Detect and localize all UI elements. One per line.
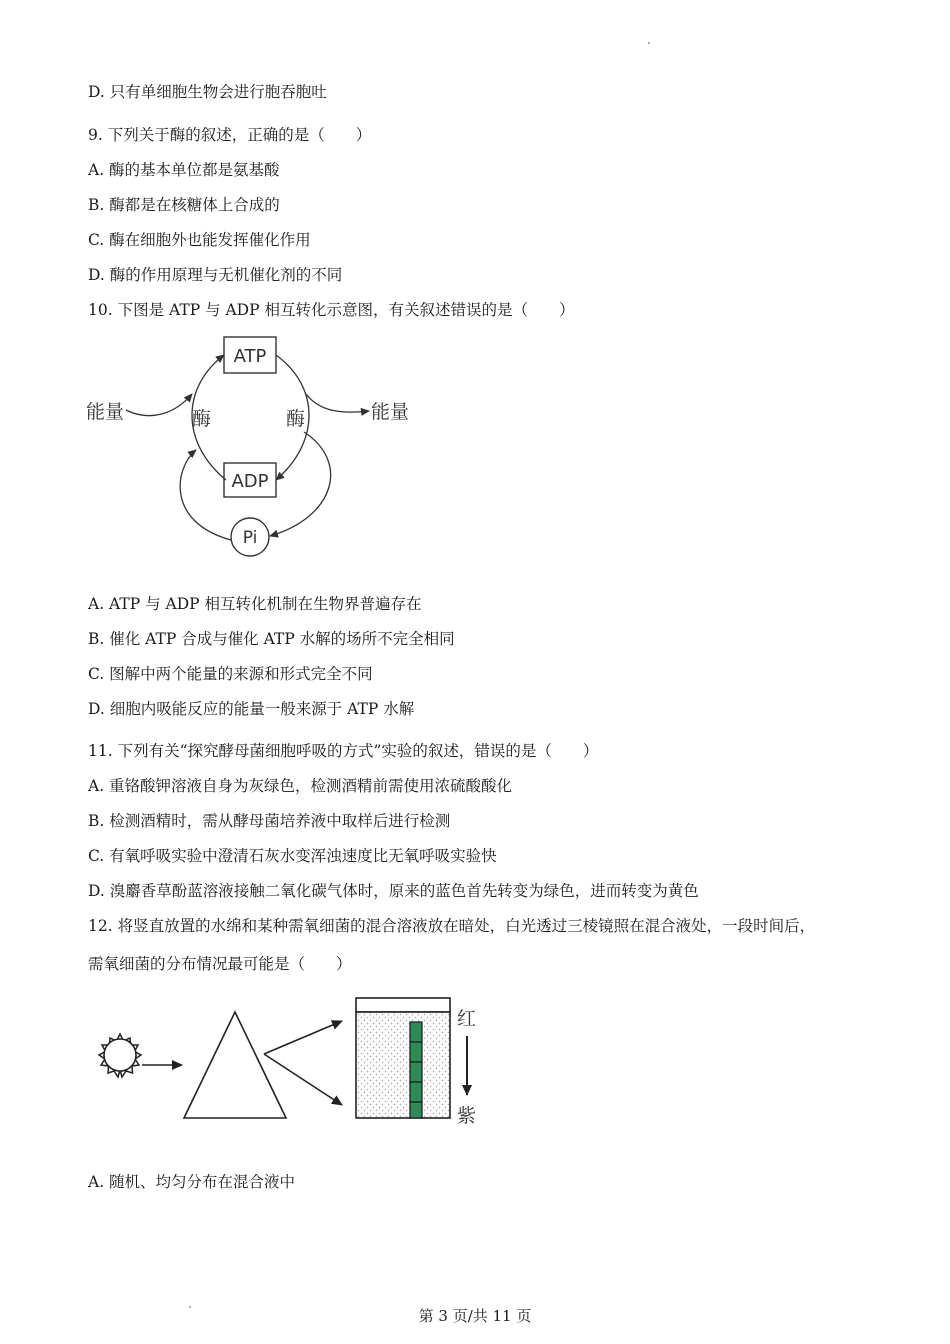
q10-option-b: B. 催化 ATP 合成与催化 ATP 水解的场所不完全相同 [88,630,455,648]
page-footer: 第 3 页/共 11 页 [418,1307,532,1325]
q8-option-d: D. 只有单细胞生物会进行胞吞胞吐 [88,83,327,101]
enzyme-right-label: 酶 [286,408,306,430]
prism-diagram [84,992,494,1132]
scan-dot [648,42,650,44]
q9-stem: 9. 下列关于酶的叙述，正确的是（ ） [88,126,372,144]
q9-option-b: B. 酶都是在核糖体上合成的 [88,196,280,214]
q11-option-c: C. 有氧呼吸实验中澄清石灰水变浑浊速度比无氧呼吸实验快 [88,847,497,865]
q12-stem-line2: 需氧细菌的分布情况最可能是（ ） [88,955,352,973]
q12-option-a: A. 随机、均匀分布在混合液中 [88,1173,296,1191]
atp-label: ATP [233,346,267,367]
q12-stem-line1: 12. 将竖直放置的水绵和某种需氧细菌的混合溶液放在暗处，白光透过三棱镜照在混合液处，一段时间后， [88,917,816,935]
red-label: 红 [457,1008,477,1030]
q9-option-d: D. 酶的作用原理与无机催化剂的不同 [88,266,343,284]
q9-option-a: A. 酶的基本单位都是氨基酸 [88,161,280,179]
container-top [356,998,450,1012]
q9-option-c: C. 酶在细胞外也能发挥催化作用 [88,231,311,249]
q10-option-d: D. 细胞内吸能反应的能量一般来源于 ATP 水解 [88,700,415,718]
q11-option-a: A. 重铬酸钾溶液自身为灰绿色，检测酒精前需使用浓硫酸酸化 [88,777,513,795]
q11-stem: 11. 下列有关“探究酵母菌细胞呼吸的方式”实验的叙述，错误的是（ ） [88,742,599,760]
q10-stem: 10. 下图是 ATP 与 ADP 相互转化示意图，有关叙述错误的是（ ） [88,301,575,319]
purple-label: 紫 [457,1105,477,1127]
q10-option-c: C. 图解中两个能量的来源和形式完全不同 [88,665,373,683]
energy-right-label: 能量 [371,401,410,423]
dispersed-ray-top [264,1021,342,1054]
spirogyra-filament [410,1022,422,1118]
sun-icon [99,1034,141,1077]
pi-label: Pi [242,528,258,548]
mixed-solution [356,1012,450,1118]
pi-release-arrow [270,432,331,536]
q11-option-d: D. 溴麝香草酚蓝溶液接触二氧化碳气体时，原来的蓝色首先转变为绿色，进而转变为黄色 [88,882,699,900]
q11-option-b: B. 检测酒精时，需从酵母菌培养液中取样后进行检测 [88,812,451,830]
atp-adp-diagram [80,332,430,564]
adp-label: ADP [231,471,269,492]
q10-option-a: A. ATP 与 ADP 相互转化机制在生物界普遍存在 [88,595,422,613]
energy-left-label: 能量 [86,401,125,423]
energy-out-arrow [306,394,369,412]
enzyme-left-label: 酶 [192,408,212,430]
prism-triangle [184,1012,286,1118]
energy-in-arrow [126,394,192,416]
